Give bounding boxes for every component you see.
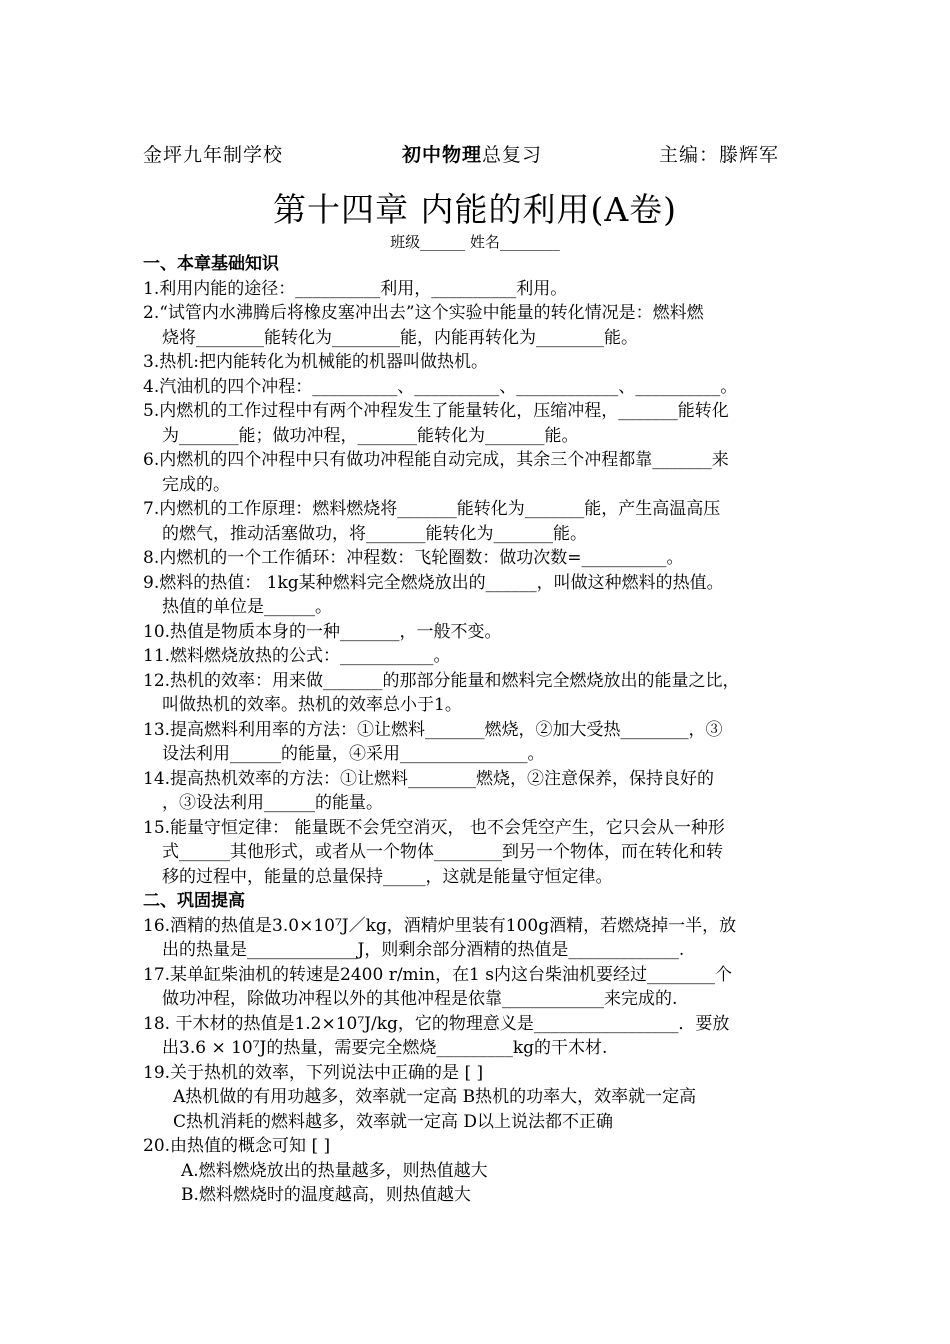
text-line: 3.热机:把内能转化为机械能的机器叫做热机。	[143, 352, 488, 372]
text-line: 2.“试管内水沸腾后将橡皮塞冲出去”这个实验中能量的转化情况是：燃料燃	[143, 303, 704, 323]
text-line: 4.汽油机的四个冲程：__________、__________、____________、__________。	[143, 376, 738, 397]
text-line: A热机做的有用功越多，效率就一定高 B热机的功率大，效率就一定高	[173, 1087, 697, 1107]
class-name-line: 班级______ 姓名________	[390, 233, 560, 251]
text-line: 做功冲程，除做功冲程以外的其他冲程是依靠____________来完成的.	[162, 989, 678, 1009]
text-line: 的燃气，推动活塞做功，将_______能转化为_______能。	[162, 523, 587, 544]
section-heading: 二、巩固提高	[143, 891, 245, 911]
text-line: C热机消耗的燃料越多，效率就一定高 D以上说法都不正确	[173, 1111, 614, 1132]
text-line: 17.某单缸柴油机的转速是2400 r/min，在1 s内这台柴油机要经过________个	[143, 964, 733, 985]
text-line: 18. 干木材的热值是1.2×10⁷J/kg，它的物理意义是_________________．要放	[143, 1013, 730, 1034]
text-line: 16.酒精的热值是3.0×10⁷J／kg，酒精炉里装有100g酒精，若燃烧掉一半，放	[143, 915, 737, 936]
text-line: 烧将________能转化为________能，内能再转化为________能。	[162, 327, 638, 348]
header-course-bold: 初中物理	[402, 144, 483, 166]
text-line: 移的过程中，能量的总量保持_____，这就是能量守恒定律。	[162, 866, 613, 887]
text-line: 叫做热机的效率。热机的效率总小于1。	[162, 695, 462, 715]
text-line: A.燃料燃烧放出的热量越多，则热值越大	[181, 1160, 488, 1181]
header-course-rest: 总复习	[482, 144, 543, 166]
text-line: 11.燃料燃烧放热的公式：___________。	[143, 646, 451, 666]
header-editor: 主编：滕辉军	[659, 144, 780, 166]
text-line: 出3.6 × 10⁷J的热量，需要完全燃烧_________kg的干木材.	[162, 1038, 608, 1058]
text-line: 9.燃料的热值： 1kg某种燃料完全燃烧放出的______，叫做这种燃料的热值。	[143, 572, 724, 593]
text-line: 出的热量是_____________J，则剩余部分酒精的热值是_____________.	[162, 940, 685, 960]
text-line: 完成的。	[162, 474, 230, 495]
header-school: 金坪九年制学校	[143, 144, 284, 166]
text-line: 热值的单位是______。	[162, 597, 332, 617]
text-line: 15.能量守恒定律： 能量既不会凭空消灭， 也不会凭空产生，它只会从一种形	[143, 817, 725, 838]
text-line: 19.关于热机的效率，下列说法中正确的是 [ ]	[143, 1062, 484, 1083]
text-line: 为_______能；做功冲程，_______能转化为_______能。	[162, 425, 579, 446]
text-line: 20.由热值的概念可知 [ ]	[143, 1136, 331, 1156]
text-line: 6.内燃机的四个冲程中只有做功冲程能自动完成，其余三个冲程都靠_______来	[143, 450, 729, 470]
text-line: B.燃料燃烧时的温度越高，则热值越大	[181, 1185, 471, 1205]
question-body	[143, 252, 823, 1208]
text-line: 式______其他形式，或者从一个物体________到另一个物体，而在转化和转	[162, 842, 723, 862]
text-line: 10.热值是物质本身的一种_______，一般不变。	[143, 621, 502, 642]
text-line: 12.热机的效率：用来做_______的那部分能量和燃料完全燃烧放出的能量之比，	[143, 670, 740, 691]
text-line: 1.利用内能的途径：__________利用，__________利用。	[143, 278, 568, 299]
text-line: 5.内燃机的工作过程中有两个冲程发生了能量转化，压缩冲程，_______能转化	[143, 401, 729, 421]
text-line: 8.内燃机的一个工作循环：冲程数：飞轮圈数：做功次数=__________。	[143, 548, 684, 568]
text-line: ，③设法利用______的能量。	[162, 793, 383, 813]
page-title: 第十四章 内能的利用(A卷)	[272, 190, 678, 229]
text-line: 7.内燃机的工作原理：燃料燃烧将_______能转化为_______能，产生高温高压	[143, 499, 721, 519]
section-heading: 一、本章基础知识	[143, 254, 279, 274]
text-line: 14.提高热机效率的方法：①让燃料________燃烧，②注意保养，保持良好的	[143, 768, 715, 789]
text-line: 13.提高燃料利用率的方法：①让燃料_______燃烧，②加大受热________，③	[143, 719, 723, 740]
text-line: 设法利用______的能量，④采用_______________。	[162, 744, 545, 764]
header-course	[402, 140, 542, 167]
